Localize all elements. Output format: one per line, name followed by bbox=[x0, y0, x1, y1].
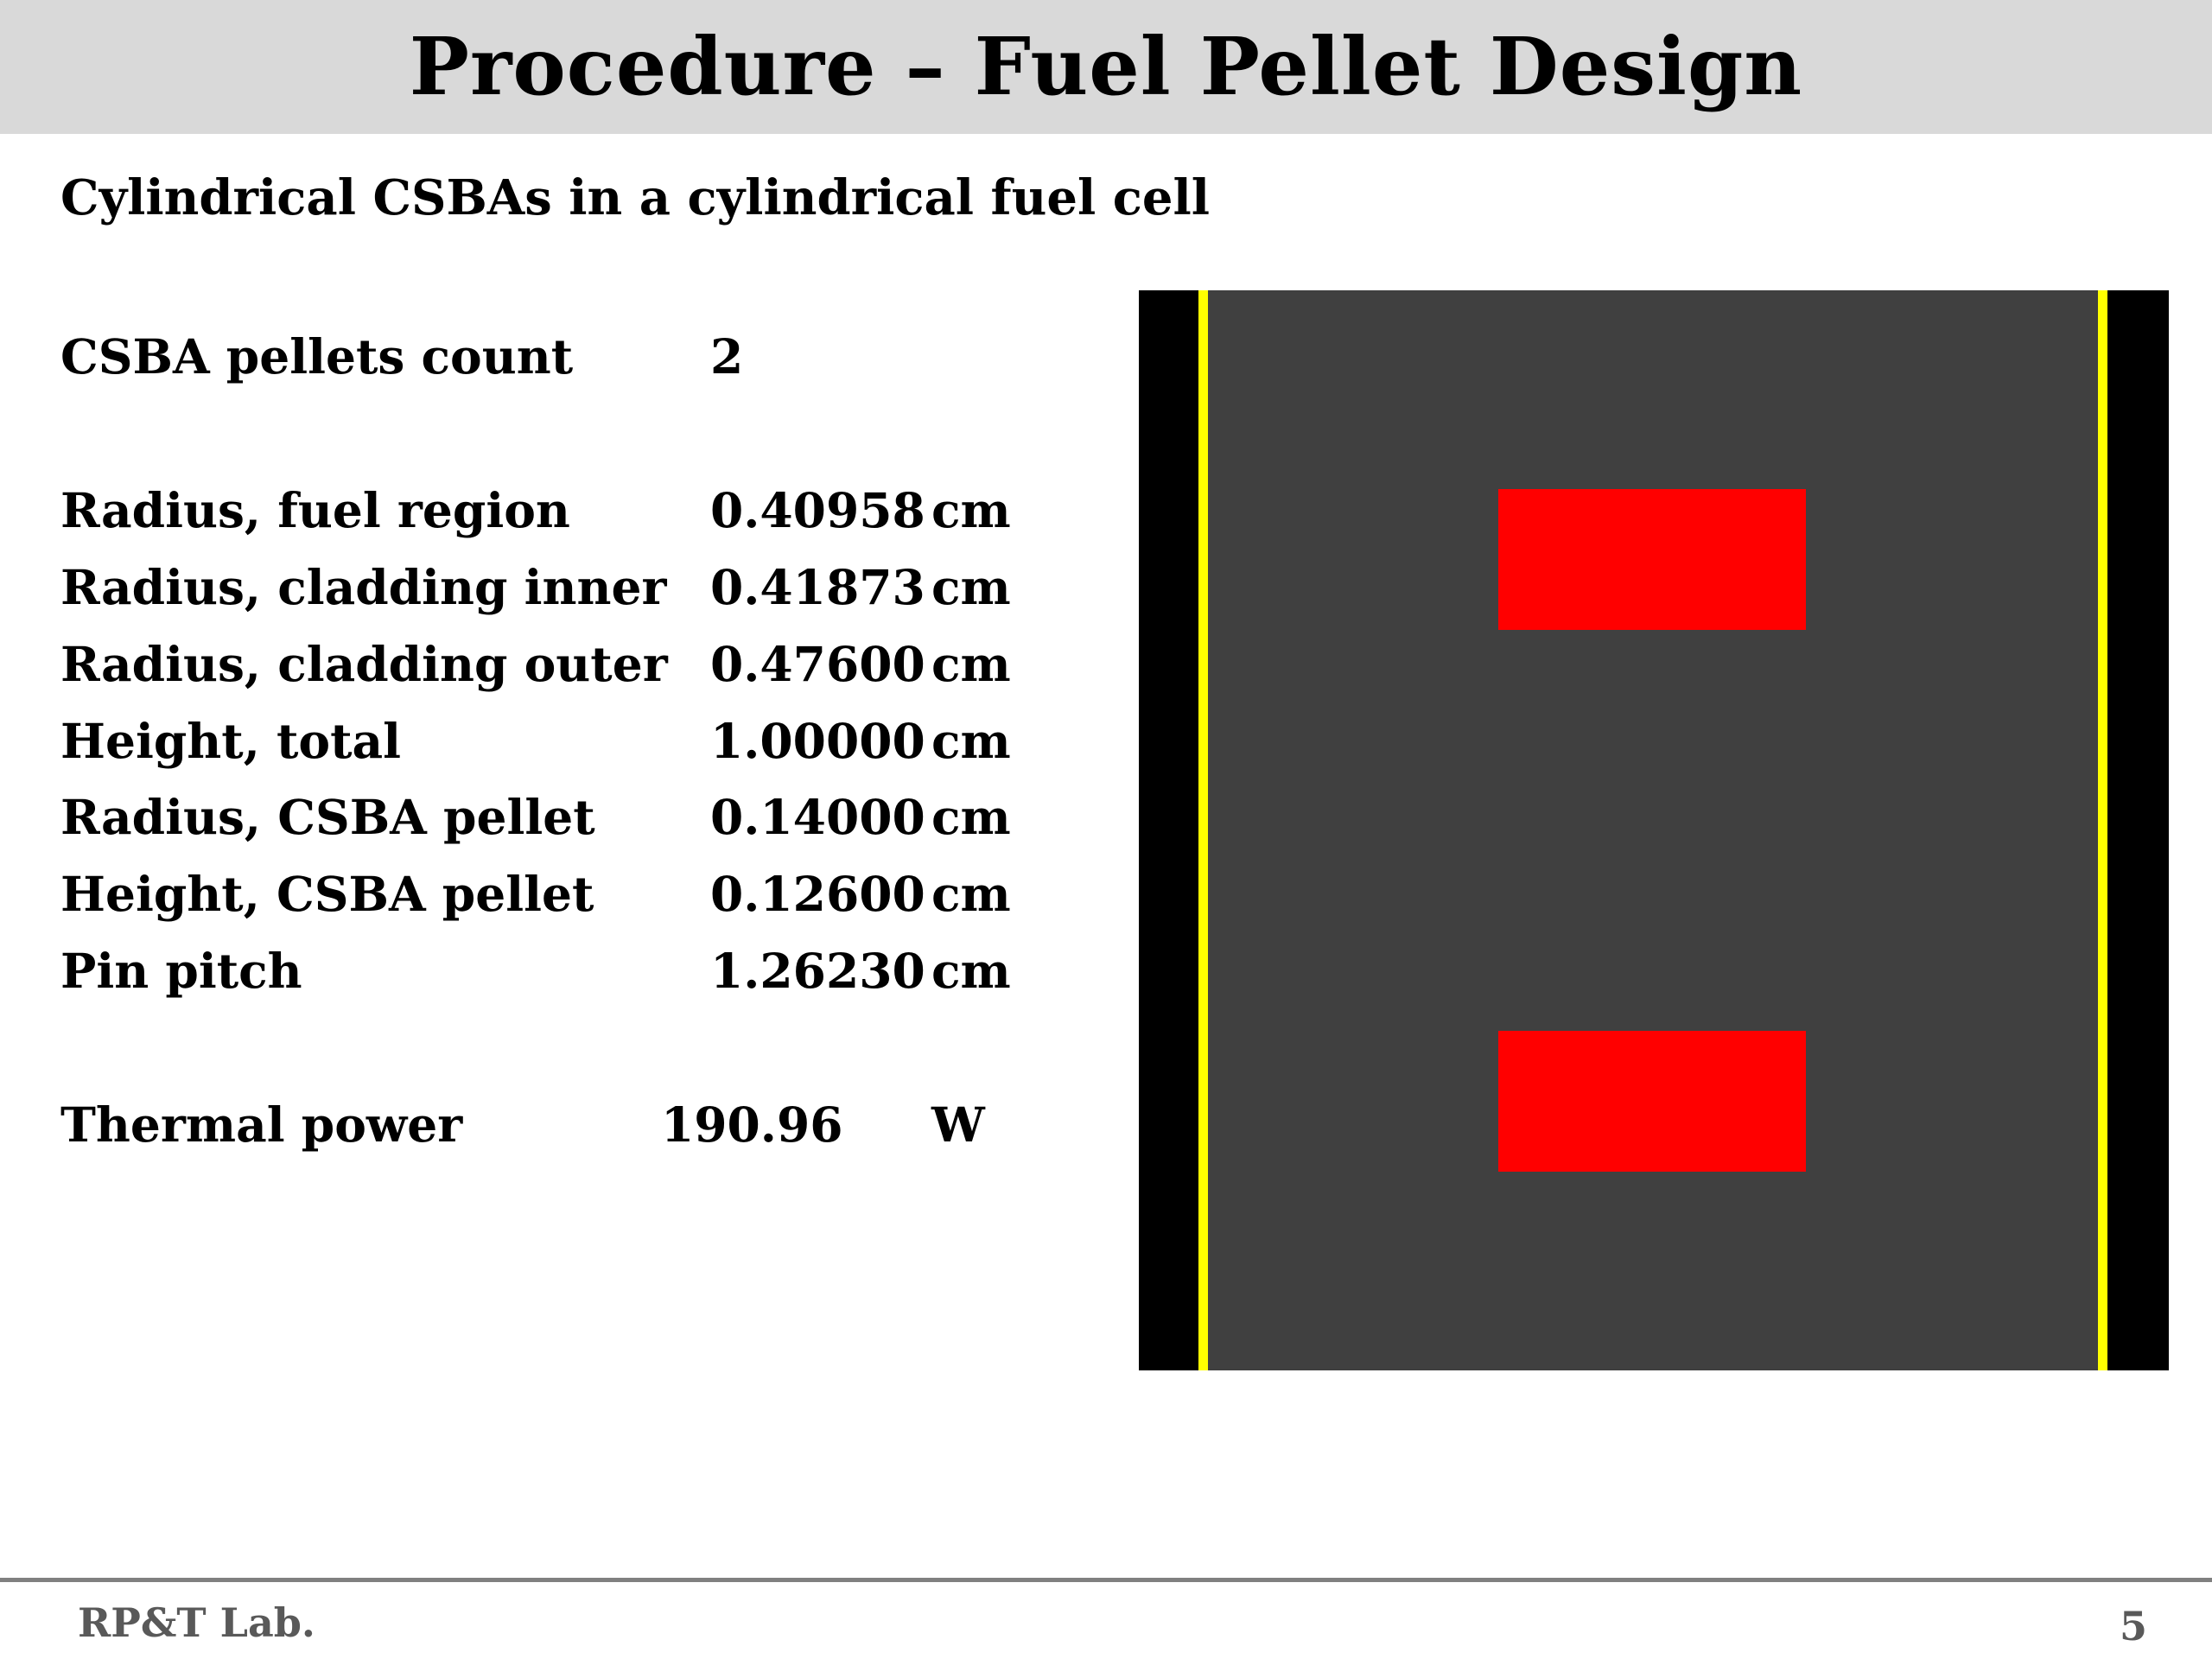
param-value: 0.41873 bbox=[710, 559, 925, 615]
footer-lab-name: RP&T Lab. bbox=[78, 1599, 315, 1646]
param-value: 0.14000 bbox=[710, 789, 925, 845]
param-label: Radius, cladding inner bbox=[60, 559, 667, 615]
param-value: 0.40958 bbox=[710, 482, 925, 538]
param-unit: cm bbox=[931, 866, 1011, 922]
cladding-gap-right bbox=[2098, 290, 2107, 1370]
slide-title: Procedure – Fuel Pellet Design bbox=[409, 20, 1803, 113]
fuel-region bbox=[1208, 290, 2098, 1370]
param-unit: cm bbox=[931, 482, 1011, 538]
param-label: Height, CSBA pellet bbox=[60, 866, 594, 922]
param-unit-thermal-power: W bbox=[931, 1096, 985, 1153]
slide-subtitle: Cylindrical CSBAs in a cylindrical fuel cell bbox=[60, 169, 1210, 226]
footer-divider bbox=[0, 1578, 2212, 1582]
param-label: Pin pitch bbox=[60, 943, 302, 999]
param-label: Radius, cladding outer bbox=[60, 636, 668, 692]
param-unit: cm bbox=[931, 943, 1011, 999]
csba-pellet-bottom bbox=[1498, 1031, 1806, 1172]
cladding-gap-left bbox=[1198, 290, 1208, 1370]
param-value: 0.12600 bbox=[710, 866, 925, 922]
page-number: 5 bbox=[2119, 1603, 2147, 1649]
fuel-cell-diagram bbox=[1139, 290, 2169, 1370]
param-value: 1.00000 bbox=[710, 713, 925, 769]
param-unit: cm bbox=[931, 789, 1011, 845]
param-value: 0.47600 bbox=[710, 636, 925, 692]
param-label: Height, total bbox=[60, 713, 402, 769]
param-unit: cm bbox=[931, 559, 1011, 615]
param-unit: cm bbox=[931, 713, 1011, 769]
param-label: Radius, CSBA pellet bbox=[60, 789, 595, 845]
param-unit: cm bbox=[931, 636, 1011, 692]
param-value-thermal-power: 190.96 bbox=[661, 1096, 843, 1153]
param-label: Radius, fuel region bbox=[60, 482, 570, 538]
param-label-thermal-power: Thermal power bbox=[60, 1096, 463, 1153]
param-value: 1.26230 bbox=[710, 943, 925, 999]
param-label-pellet-count: CSBA pellets count bbox=[60, 328, 574, 385]
param-value-pellet-count: 2 bbox=[710, 328, 744, 385]
csba-pellet-top bbox=[1498, 489, 1806, 630]
